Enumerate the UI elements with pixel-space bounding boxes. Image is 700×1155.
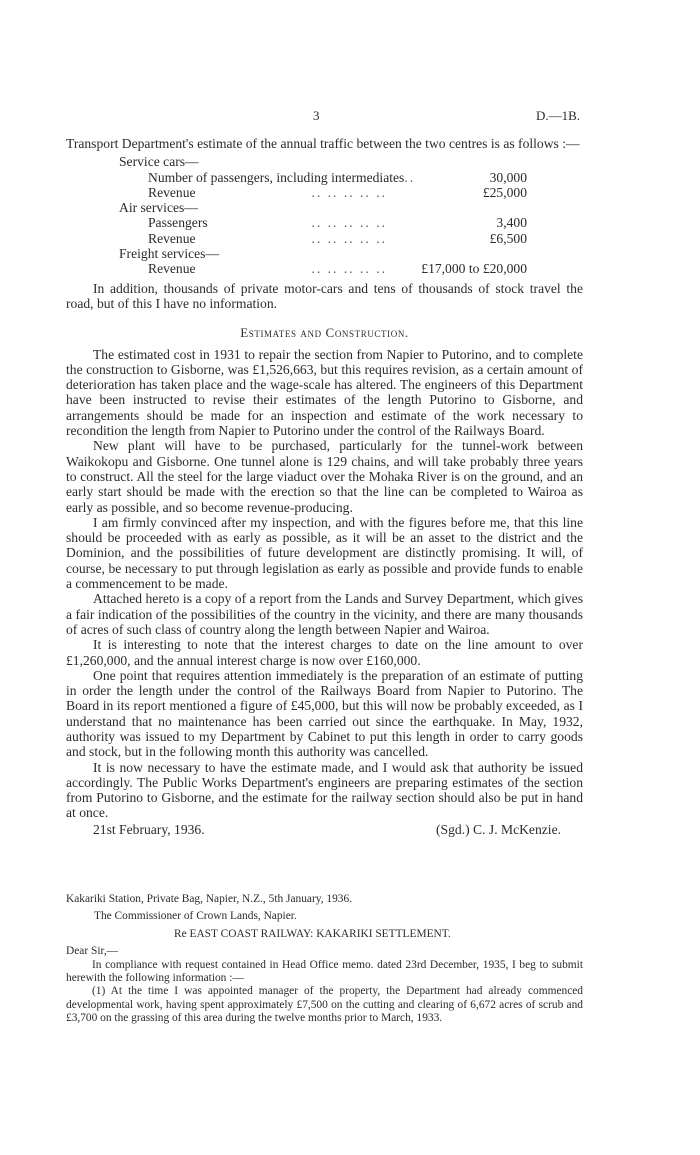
item-value: 3,400	[496, 215, 527, 231]
leader-dots: ..	[404, 169, 416, 185]
signature-date: 21st February, 1936.	[93, 821, 205, 837]
list-item	[66, 261, 583, 276]
paragraph-estimate-request: It is now necessary to have the estimate made, and I would ask that authority be issued accordingly. The Public Works Department's engineers are preparing estimates of the section from Putorino to Gisborne, and the estimate for the railway section should also be put in hand at once.	[66, 759, 583, 821]
paragraph-attached-report: Attached hereto is a copy of a report from the Lands and Survey Department, which gives a fair indication of the possibilities of the country in the vicinity, and there are many thousands of acres of such class of country along the length between Napier and Wairoa.	[66, 591, 583, 637]
letter-recipient: The Commissioner of Crown Lands, Napier.	[94, 910, 297, 923]
signature-name: (Sgd.) C. J. McKenzie.	[436, 821, 561, 837]
list-item	[66, 170, 583, 185]
leader-dots: .. .. .. .. ..	[311, 230, 387, 246]
letter-salutation: Dear Sir,—	[66, 945, 119, 958]
item-value: £17,000 to £20,000	[421, 261, 527, 277]
item-value: £25,000	[482, 184, 527, 200]
list-item	[66, 185, 583, 200]
paragraph-convinced: I am firmly convinced after my inspection, and with the figures before me, that this line should be proceeded with as early as possible, as it will be an asset to the district and the Dominion, and the possibilities of future development are distinctly promising. It will, of course, be necessary to put through legislation as early as possible and provide funds to enable a commencement to be made.	[66, 514, 583, 592]
leader-dots: .. .. .. .. ..	[311, 184, 387, 200]
paragraph-estimated-cost: The estimated cost in 1931 to repair the section from Napier to Putorino, and to complete the construction to Gisborne, was £1,526,663, but this requires revision, as a certain amount of deterioration has taken place and the wage-scale has altered. The engineers of this Department have been instructed to revise their estimates of the length Putorino to Gisborne, and arrangements should be made for an inspection and estimate of the work necessary to recondition the length from Napier to Putorino under the control of the Railways Board.	[66, 346, 583, 439]
letter-paragraph-development: (1) At the time I was appointed manager of the property, the Department had already commenced developmental work, having spent approximately £7,500 on the cutting and clearing of 6,672 acres of scrub and £3,700 on the grassing of this area during the twelve months prior to March, 1933.	[66, 985, 583, 1025]
item-value: 30,000	[489, 169, 527, 185]
document-reference: D.—1B.	[536, 108, 581, 123]
traffic-estimate-list	[66, 154, 583, 276]
leader-dots: .. .. .. .. ..	[311, 215, 387, 231]
letter-paragraph-compliance: In compliance with request contained in Head Office memo. dated 23rd December, 1935, I beg to submit herewith the following information :—	[66, 958, 583, 985]
item-value: £6,500	[489, 230, 527, 246]
paragraph-attention: One point that requires attention immediately is the preparation of an estimate of putting in order the length under the control of the Railways Board from Napier to Putorino. The Board in its report mentioned a figure of £45,000, but this will now be probably exceeded, as I understand that no maintenance has been carried out since the earthquake. In May, 1932, authority was issued to my Department by Cabinet to put this length in order to carry goods and stock, but in the following month this authority was cancelled.	[66, 667, 583, 760]
list-item	[66, 231, 583, 246]
intro-paragraph: Transport Department's estimate of the annual traffic between the two centres is as follows :—	[66, 136, 580, 151]
item-label: Revenue	[148, 184, 196, 200]
paragraph-new-plant: New plant will have to be purchased, particularly for the tunnel-work between Waikokopu and Gisborne. One tunnel alone is 129 chains, and will take probably three years to construct. All the steel for the large viaduct over the Mohaka River is on the ground, and an early start should be made with the erection so that the line can be completed to Wairoa as early as possible, and so become revenue-producing.	[66, 438, 583, 515]
item-label: Revenue	[148, 261, 196, 277]
item-label: Passengers	[148, 215, 208, 231]
paragraph-interest-charges: It is interesting to note that the interest charges to date on the line amount to over £1,260,000, and the annual interest charge is now over £160,000.	[66, 637, 583, 668]
letter-address: Kakariki Station, Private Bag, Napier, N.Z., 5th January, 1936.	[66, 893, 353, 905]
report-body	[66, 136, 583, 837]
letter-subject: Re EAST COAST RAILWAY: KAKARIKI SETTLEMENT.	[174, 927, 451, 940]
item-label: Number of passengers, including intermediates	[148, 169, 405, 185]
paragraph-addition: In addition, thousands of private motor-cars and tens of thousands of stock travel the road, but of this I have no information.	[66, 280, 583, 311]
section-heading: Estimates and Construction.	[240, 325, 409, 341]
page-number: 3	[313, 108, 320, 123]
attached-letter	[66, 893, 583, 1026]
leader-dots: .. .. .. .. ..	[311, 261, 387, 277]
category-freight-services: Freight services—	[119, 246, 220, 262]
list-item	[66, 215, 583, 230]
category-service-cars: Service cars—	[119, 154, 199, 170]
category-air-services: Air services—	[119, 200, 198, 216]
item-label: Revenue	[148, 230, 196, 246]
signature-line	[66, 822, 583, 837]
